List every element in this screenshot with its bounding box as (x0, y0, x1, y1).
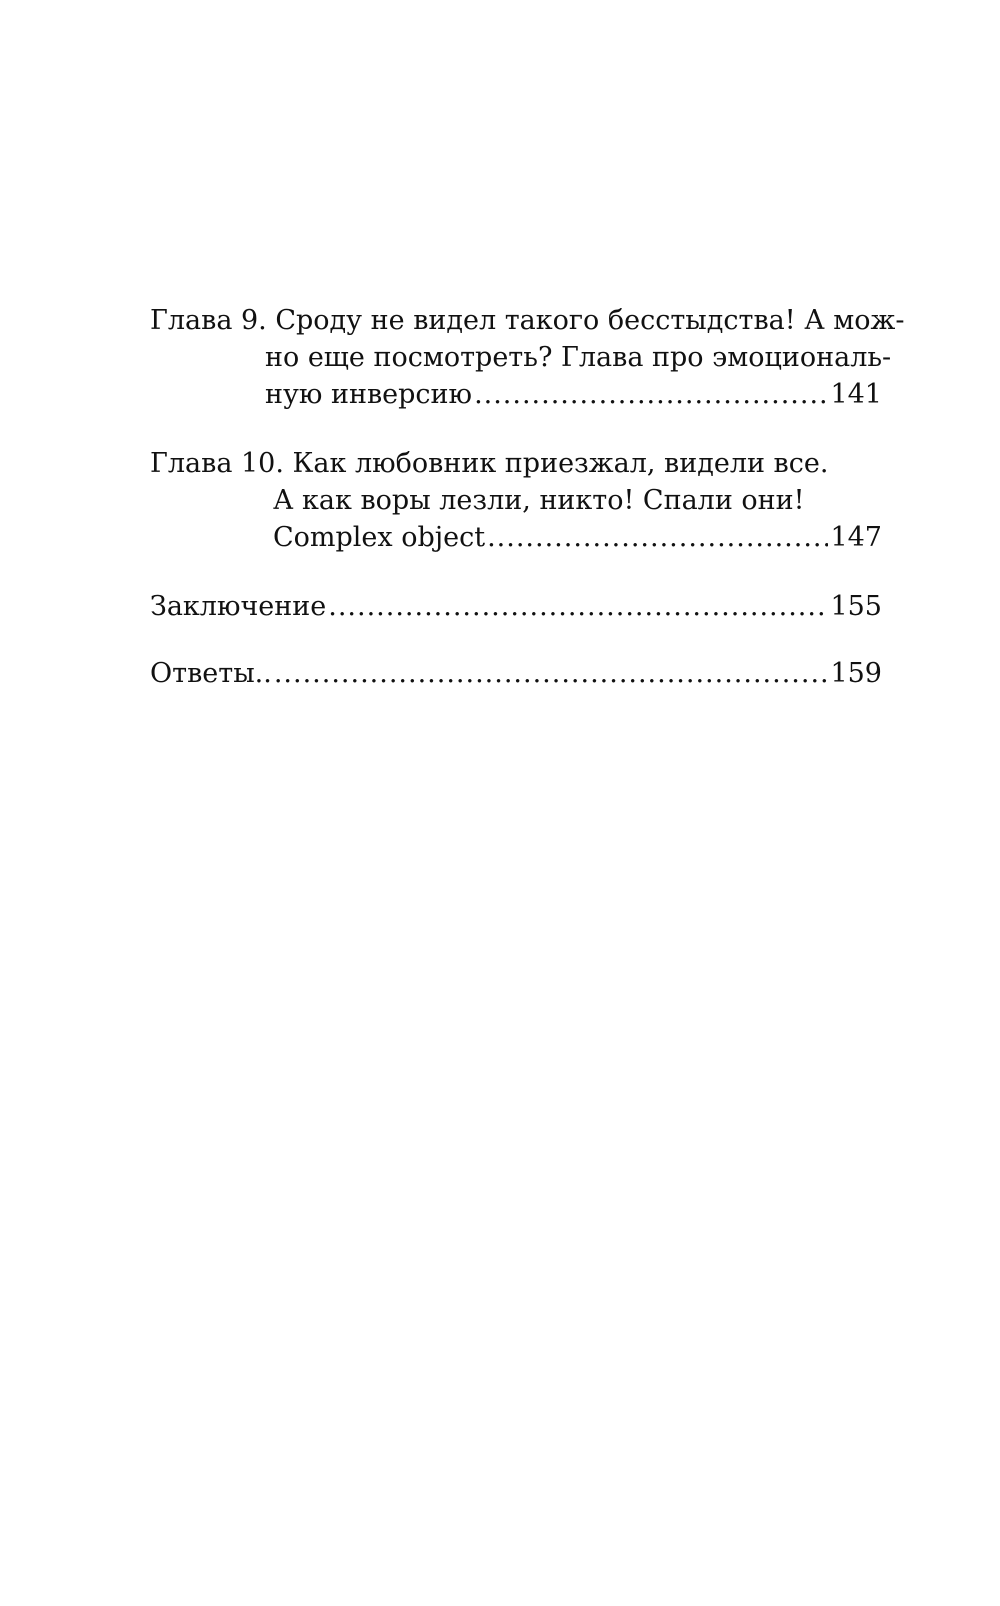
toc-entry-chapter-10 (150, 445, 882, 556)
toc-entry-chapter-9 (150, 302, 905, 413)
dot-leader (474, 376, 828, 413)
toc-entry-title-line: но еще посмотреть? Глава про эмоциональ- (265, 342, 892, 373)
page-number: 147 (830, 522, 882, 553)
toc-entry-title: Заключение (150, 591, 327, 622)
toc-entry-answers (150, 655, 882, 692)
table-of-contents (150, 302, 905, 692)
dot-leader (328, 588, 828, 625)
toc-entry-conclusion (150, 588, 882, 625)
toc-entry-leader-line (150, 376, 882, 413)
dot-leader (487, 519, 828, 556)
page-number: 159 (830, 658, 882, 689)
page-number: 141 (830, 379, 882, 410)
toc-entry-title-line: ную инверсию (265, 379, 473, 410)
toc-entry-leader-line (150, 655, 882, 692)
toc-entry-leader-line (150, 588, 882, 625)
toc-entry-title-line: Глава 10. Как любовник приезжал, видели все. (150, 448, 829, 479)
toc-entry-title-line: Complex object (273, 522, 486, 553)
dot-leader (274, 655, 829, 692)
toc-entry-title: Ответы.. (150, 658, 272, 689)
toc-entry-title-line: А как воры лезли, никто! Спали они! (273, 485, 805, 516)
toc-entry-title-line: Глава 9. Сроду не видел такого бесстыдства! А мож- (150, 305, 905, 336)
toc-entry-leader-line (150, 519, 882, 556)
page-number: 155 (830, 591, 882, 622)
